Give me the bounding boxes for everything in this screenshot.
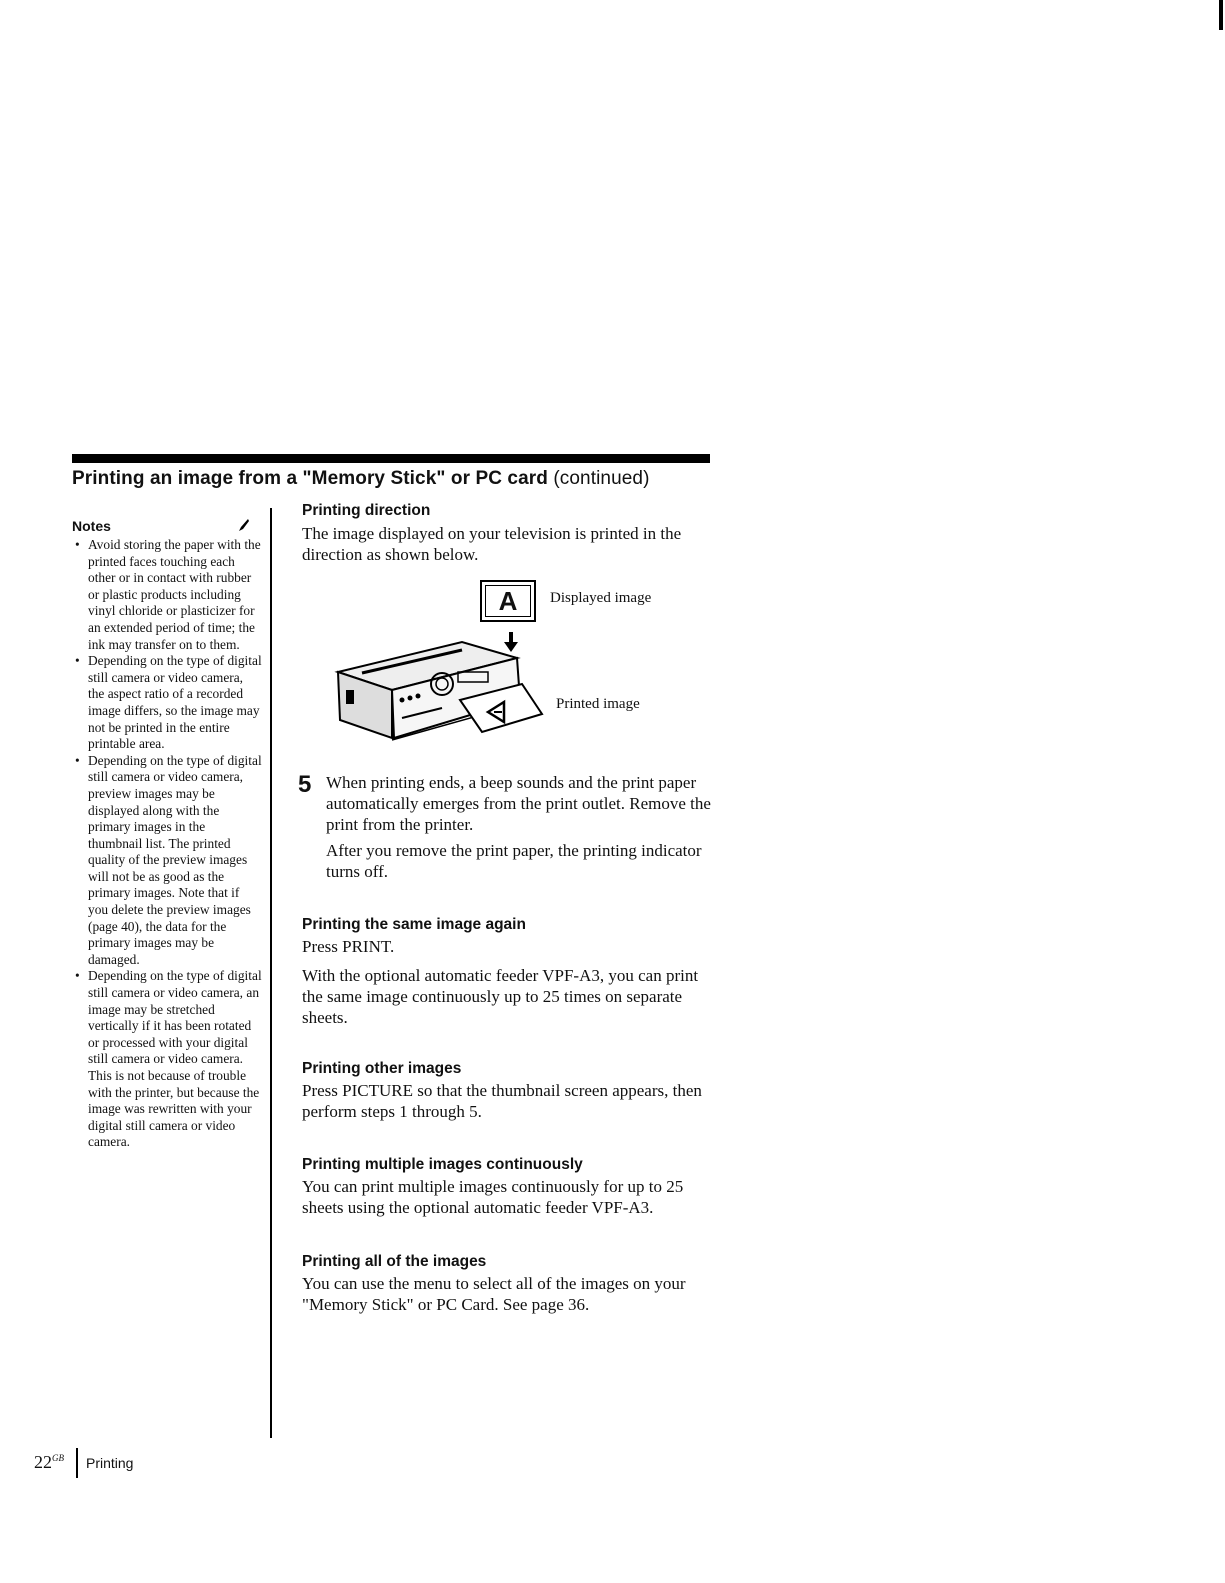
page-number (34, 1452, 64, 1473)
page-heading-title: Printing an image from a "Memory Stick" or PC card (72, 468, 548, 489)
other-images-text: Press PICTURE so that the thumbnail screen appears, then perform steps 1 through 5. (302, 1081, 702, 1121)
all-images-heading: Printing all of the images (302, 1253, 487, 1270)
column-divider (270, 508, 272, 1438)
pencil-icon (237, 518, 249, 537)
displayed-image-label: Displayed image (550, 590, 652, 606)
same-image-section (302, 916, 702, 1028)
notes-title: Notes (72, 518, 111, 534)
step5-after-text: After you remove the print paper, the printing indicator turns off. (326, 841, 702, 881)
printing-direction-heading: Printing direction (302, 502, 431, 519)
note-item: • Depending on the type of digital still camera or video camera, preview images may be displayed along with the primary images in the thumbnail list. The printed quality of the preview images will not be as good as the primary images. Note that if you delete the preview images (page 40), the data for the primary images may be damaged. (72, 753, 262, 969)
other-images-heading: Printing other images (302, 1060, 462, 1077)
footer-divider (76, 1448, 78, 1478)
notes-column (72, 518, 262, 1151)
notes-list (72, 537, 262, 1151)
all-images-text: You can use the menu to select all of the images on your "Memory Stick" or PC Card. See page 36. (302, 1274, 686, 1314)
edge-mark (1219, 0, 1223, 30)
multiple-images-heading: Printing multiple images continuously (302, 1156, 583, 1173)
page-number-suffix: GB (52, 1453, 64, 1463)
note-item: • Depending on the type of digital still camera or video camera, an image may be stretched vertically if it has been rotated or processed with your digital still camera or video camera. This is not because of trouble with the printer, but because the image was rewritten with your digital still camera or video camera. (72, 968, 262, 1151)
page-heading-continued: (continued) (553, 468, 650, 489)
printing-direction-text: The image displayed on your television is printed in the direction as shown below. (302, 524, 682, 564)
page-heading (72, 468, 650, 490)
displayed-image-letter: A (485, 585, 531, 617)
same-image-text1: Press PRINT. (302, 937, 395, 956)
note-item: • Avoid storing the paper with the printed faces touching each other or in contact with rubber or plastic products including vinyl chloride or plasticizer for an extended period of time; the ink may transfer on to them. (72, 537, 262, 653)
other-images-section (302, 1060, 712, 1122)
displayed-image-box (480, 580, 536, 622)
printer-illustration (332, 628, 552, 753)
multiple-images-text: You can print multiple images continuously for up to 25 sheets using the optional automatic feeder VPF-A3. (302, 1177, 684, 1217)
all-images-section (302, 1253, 712, 1315)
page-number-value: 22 (34, 1452, 52, 1472)
step5-text: When printing ends, a beep sounds and the print paper automatically emerges from the print outlet. Remove the print from the printer. (326, 773, 711, 834)
footer-section-label: Printing (86, 1455, 134, 1471)
same-image-text2: With the optional automatic feeder VPF-A3, you can print the same image continuously up to 25 times on separate sheets. (302, 966, 699, 1027)
same-image-heading: Printing the same image again (302, 916, 526, 933)
multiple-images-section (302, 1156, 712, 1218)
header-rule (72, 454, 710, 463)
note-item: • Depending on the type of digital still camera or video camera, the aspect ratio of a recorded image differs, so the image may not be printed in the entire printable area. (72, 653, 262, 753)
printing-direction-section (302, 502, 712, 565)
printed-image-label: Printed image (556, 696, 640, 712)
step-number: 5 (298, 771, 312, 798)
down-arrow-icon (504, 632, 518, 652)
